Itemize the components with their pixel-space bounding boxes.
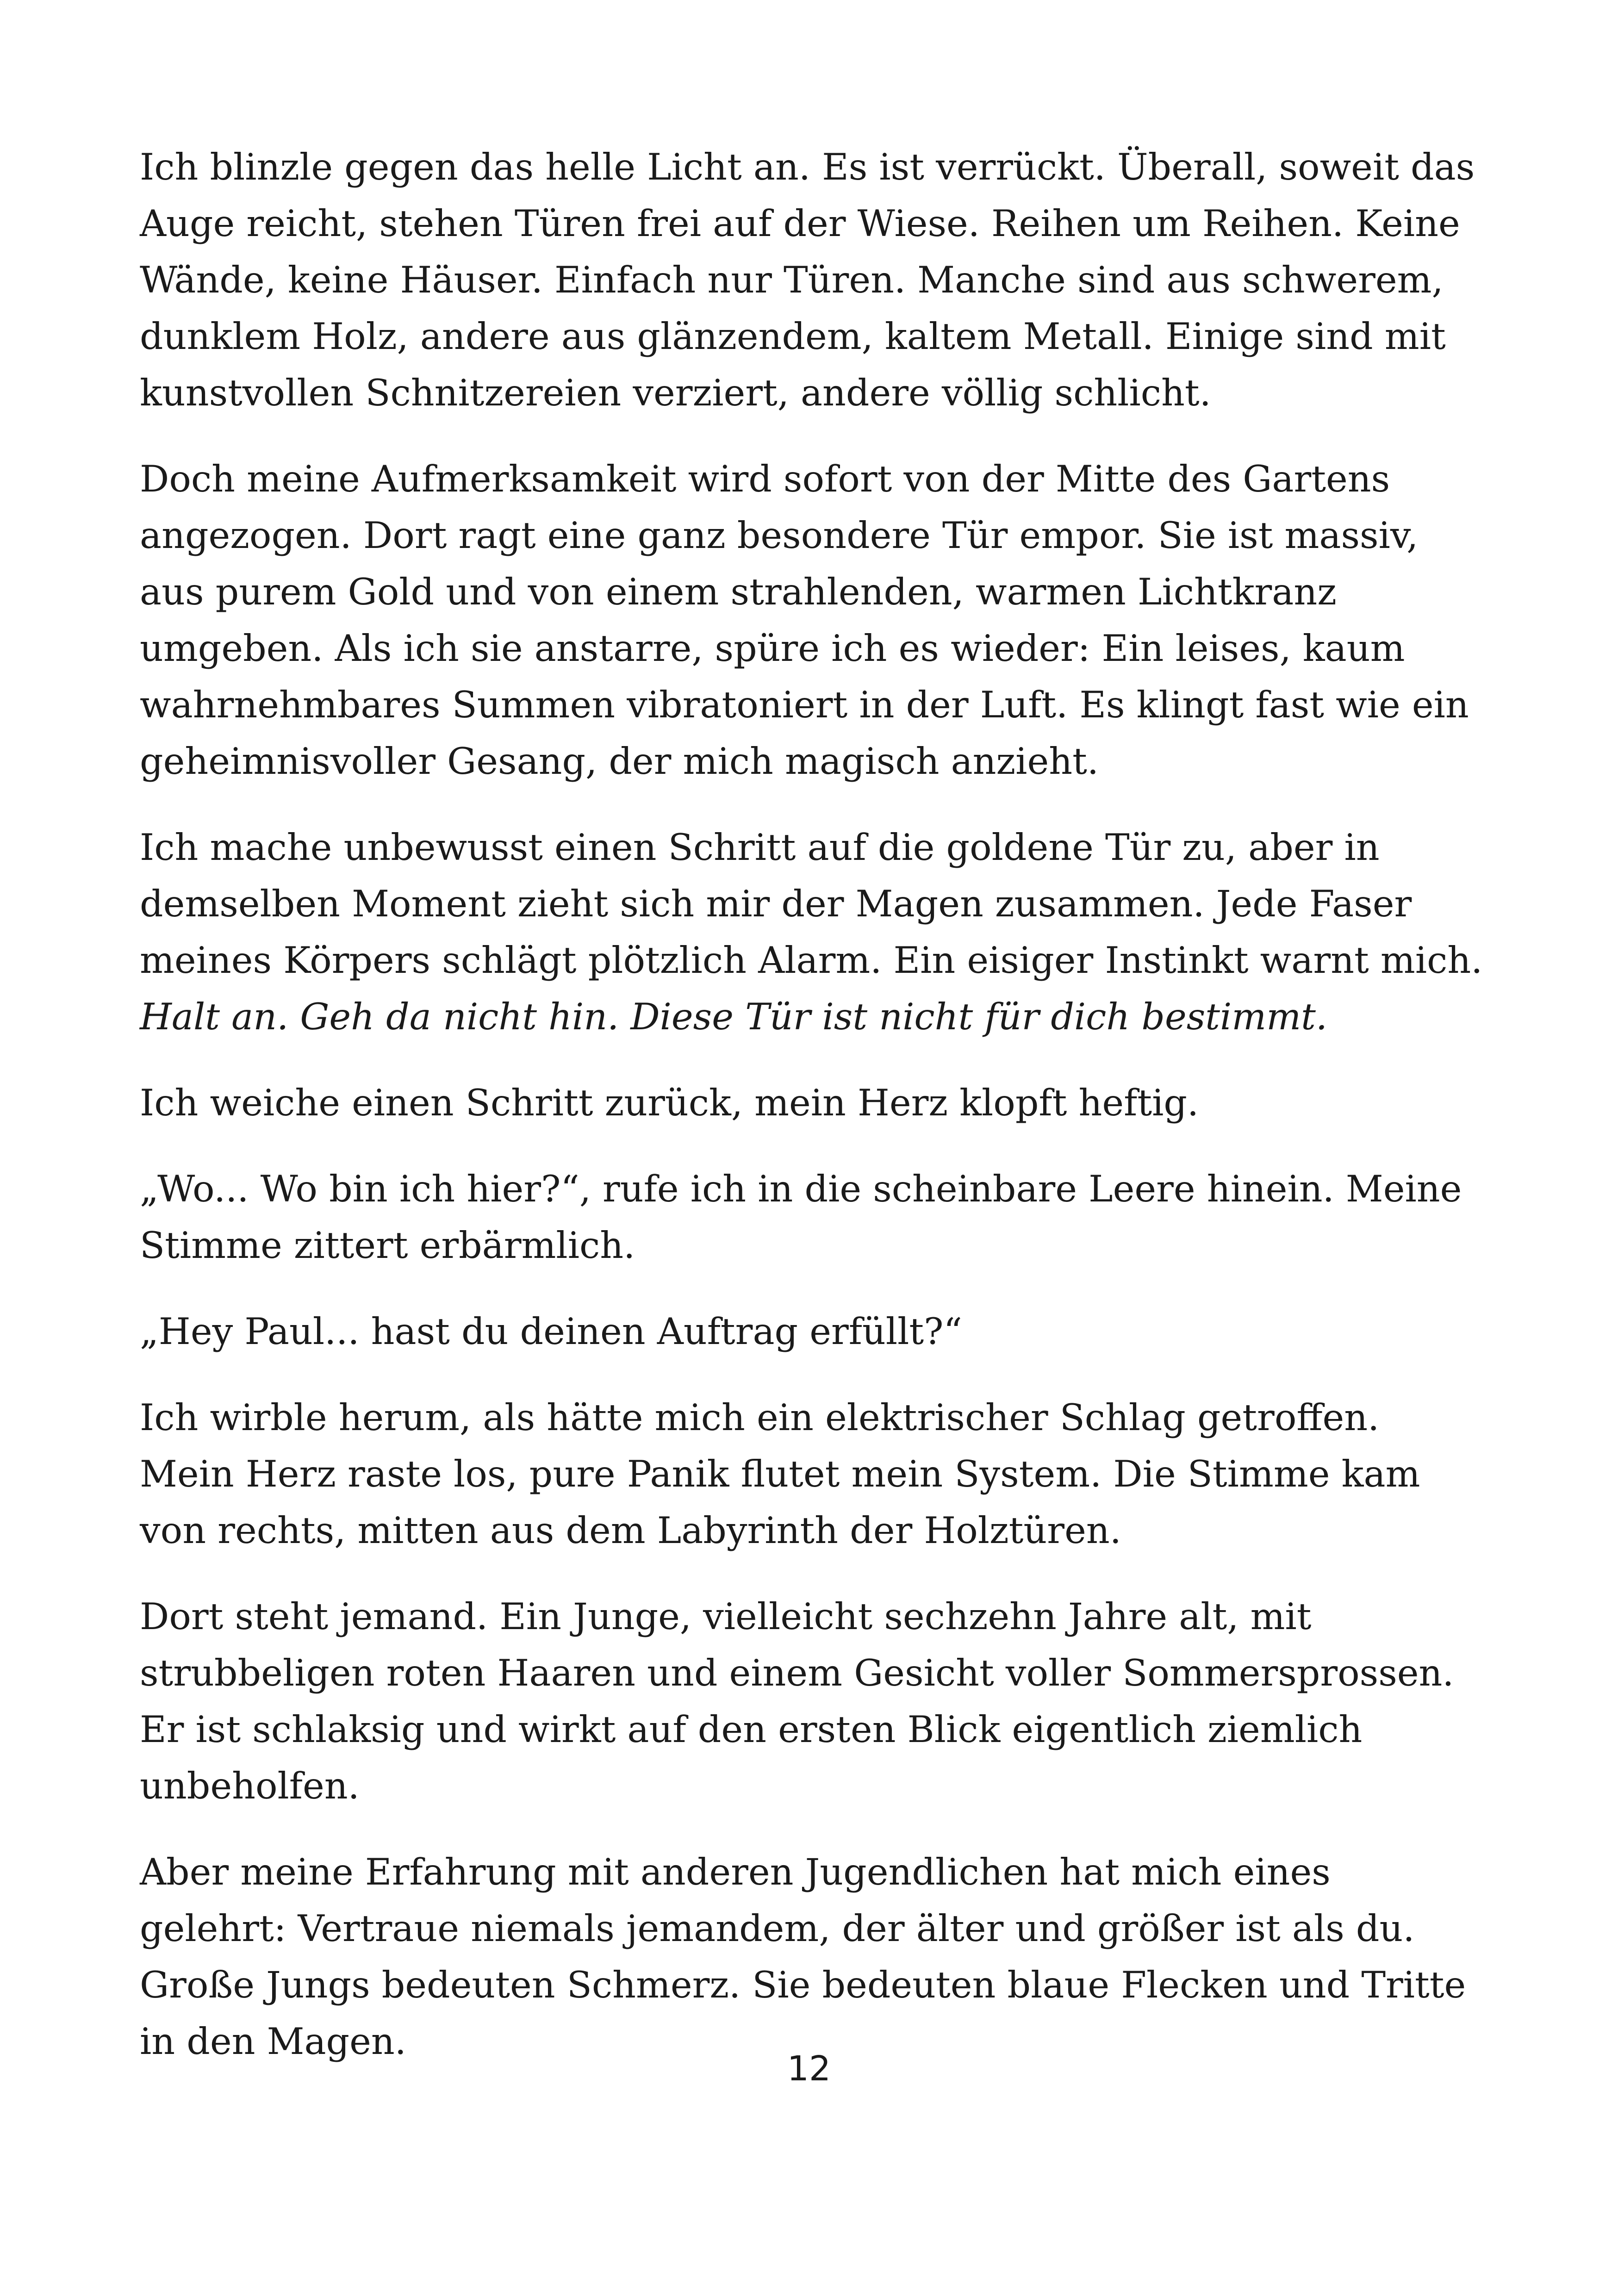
paragraph-7: Ich wirble herum, als hätte mich ein elektrischer Schlag getroffen. Mein Herz raste los, pure Panik flutet mein System. Die Stimme kam von rechts, mitten aus dem Labyrinth der Holztüren. bbox=[140, 1396, 1420, 1552]
body-text bbox=[140, 139, 1484, 2099]
paragraph-5: „Wo... Wo bin ich hier?“, rufe ich in die scheinbare Leere hinein. Meine Stimme zittert erbärmlich. bbox=[140, 1168, 1462, 1267]
paragraph-1: Ich blinzle gegen das helle Licht an. Es ist verrückt. Überall, soweit das Auge reicht, stehen Türen frei auf der Wiese. Reihen um Reihen. Keine Wände, keine Häuser. Einfach nur Türen. Manche sind aus schwerem, dunklem Holz, andere aus glänzendem, kaltem Metall. Einige sind mit kunstvollen Schnitzereien verziert, andere völlig schlicht. bbox=[140, 146, 1475, 414]
paragraph-2: Doch meine Aufmerksamkeit wird sofort von der Mitte des Gartens angezogen. Dort ragt eine ganz besondere Tür empor. Sie ist massiv, aus purem Gold und von einem strahlenden, warmen Lichtkranz umgeben. Als ich sie anstarre, spüre ich es wieder: Ein leises, kaum wahrnehmbares Summen vibratoniert in der Luft. Es klingt fast wie ein geheimnisvoller Gesang, der mich magisch anzieht. bbox=[140, 458, 1469, 783]
paragraph-4: Ich weiche einen Schritt zurück, mein Herz klopft heftig. bbox=[140, 1082, 1199, 1124]
page-number: 12 bbox=[787, 2049, 831, 2089]
paragraph-6: „Hey Paul... hast du deinen Auftrag erfüllt?“ bbox=[140, 1310, 962, 1353]
paragraph-3 bbox=[140, 819, 1484, 1045]
paragraph-9: Aber meine Erfahrung mit anderen Jugendlichen hat mich eines gelehrt: Vertraue niemals jemandem, der älter und größer ist als du. Große Jungs bedeuten Schmerz. Sie bedeuten blaue Flecken und Tritte in den Magen. bbox=[140, 1851, 1466, 2063]
inner-voice-line: Halt an. Geh da nicht hin. Diese Tür ist nicht für dich bestimmt. bbox=[140, 996, 1327, 1038]
paragraph-8: Dort steht jemand. Ein Junge, vielleicht sechzehn Jahre alt, mit strubbeligen roten Haaren und einem Gesicht voller Sommersprossen. Er ist schlaksig und wirkt auf den ersten Blick eigentlich ziemlich unbeholfen. bbox=[140, 1595, 1454, 1807]
paragraph-3-text: Ich mache unbewusst einen Schritt auf die goldene Tür zu, aber in demselben Moment zieht sich mir der Magen zusammen. Jede Faser meines Körpers schlägt plötzlich Alarm. Ein eisiger Instinkt warnt mich. bbox=[140, 826, 1483, 982]
